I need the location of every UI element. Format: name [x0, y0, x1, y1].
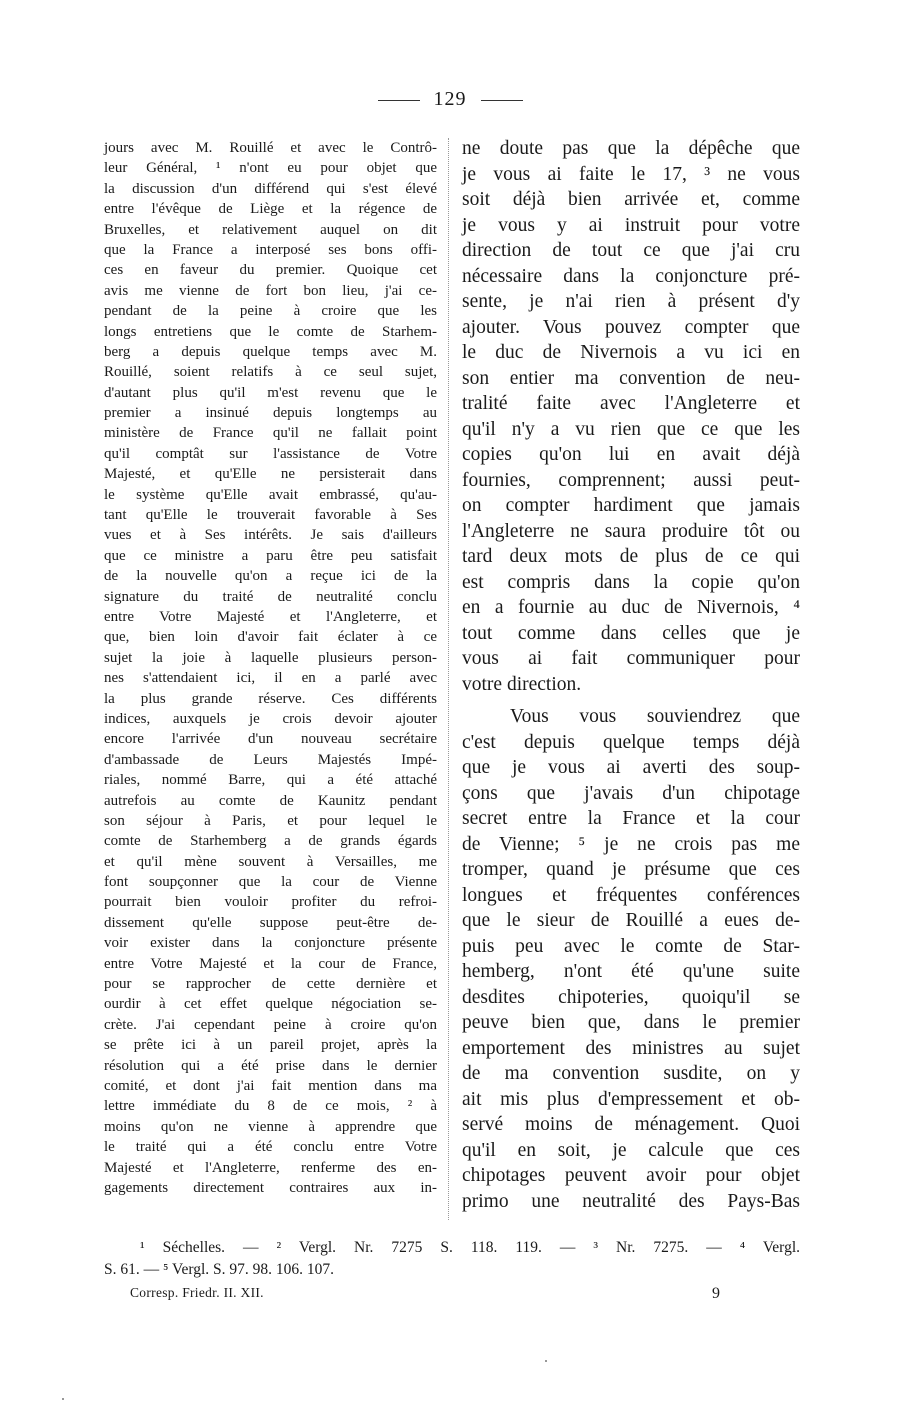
right-column: [462, 136, 800, 1214]
right-column-line: chipotages peuvent avoir pour objet: [462, 1165, 800, 1186]
left-column-line: encore l'arrivée d'un nouveau secrétaire: [104, 731, 437, 748]
right-column-line: qu'il en soit, je calcule que ces: [462, 1139, 800, 1161]
right-column-line: emportement des ministres au sujet: [462, 1037, 800, 1059]
left-column-line: pendant de la peine à croire que les: [104, 303, 437, 320]
left-column-line: indices, auxquels je crois devoir ajouter: [104, 710, 437, 727]
right-column-line: puis peu avec le comte de Star-: [462, 935, 800, 957]
right-column-line: on compter hardiment que jamais: [462, 495, 800, 516]
right-column-line: direction de tout ce que j'ai cru: [462, 240, 800, 261]
right-column-line: ajouter. Vous pouvez compter que: [462, 316, 800, 338]
left-column-line: leur Général, ¹ n'ont eu pour objet que: [104, 160, 437, 177]
right-column-line: je vous y ai instruit pour votre: [462, 214, 800, 236]
left-column-line: crète. J'ai cependant peine à croire qu'on: [104, 1016, 437, 1033]
right-column-line: peuve bien que, dans le premier: [462, 1012, 800, 1033]
right-column-line: votre direction.: [462, 673, 582, 695]
left-column-line: vues et à Ses intérêts. Je sais d'ailleurs: [104, 527, 437, 544]
right-column-line: soit déjà bien arrivée et, comme: [462, 189, 800, 210]
right-column-line: tromper, quand je présume que ces: [462, 859, 800, 880]
right-column-line: tard deux mots de plus de ce qui: [462, 546, 800, 567]
header-rule-right: [481, 100, 523, 101]
left-column-line: font soupçonner que la cour de Vienne: [104, 874, 437, 891]
left-column-line: ourdir à cet effet quelque négociation se-: [104, 996, 437, 1013]
left-column-line: comte de Starhemberg a de grands égards: [104, 833, 437, 850]
right-column-line: que je vous ai averti des soup-: [462, 757, 800, 778]
left-column-line: le système qu'Elle avait embrassé, qu'au-: [104, 486, 437, 503]
left-column-line: Rouillé, soient relatifs à ce seul sujet,: [104, 364, 437, 381]
right-column-line: secret entre la France et la cour: [462, 808, 800, 829]
right-column-line: copies qu'on lui en avait déjà: [462, 444, 800, 465]
left-column-line: sujet la joie à laquelle plusieurs person-: [104, 649, 437, 666]
right-column-line: qu'il n'y a vu rien que ce que les: [462, 418, 800, 440]
paper-speck: [62, 1398, 64, 1400]
column-divider: [448, 138, 449, 1220]
left-column-line: moins qu'on ne vienne à apprendre que: [104, 1118, 437, 1135]
left-column-line: Majesté, et qu'Elle ne persisterait dans: [104, 466, 437, 483]
footnote-line-1: ¹ Séchelles. — ² Vergl. Nr. 7275 S. 118. 119. — ³ Nr. 7275. — ⁴ Vergl.: [140, 1239, 800, 1256]
header-rule-left: [378, 100, 420, 101]
left-column-line: son séjour à Paris, et pour lequel le: [104, 812, 437, 829]
right-column-line: fournies, comprennent; aussi peut-: [462, 469, 800, 491]
left-column-line: autrefois au comte de Kaunitz pendant: [104, 792, 437, 809]
printer-signature: Corresp. Friedr. II. XII.: [130, 1285, 264, 1300]
left-column-line: Majesté et l'Angleterre, renferme des en-: [104, 1159, 437, 1176]
left-column-line: premier a insinué depuis longtemps au: [104, 405, 437, 422]
left-column: [104, 138, 437, 1198]
paper-speck: [545, 1360, 547, 1362]
left-column-line: que, bien loin d'avoir fait éclater à ce: [104, 629, 437, 646]
footnote-line-2: S. 61. — ⁵ Vergl. S. 97. 98. 106. 107.: [104, 1261, 335, 1278]
left-column-line: de la nouvelle qu'on a reçue ici de la: [104, 568, 437, 585]
sheet-number: 9: [712, 1285, 720, 1302]
left-column-line: d'autant plus qu'il m'est revenu que le: [104, 384, 437, 401]
left-column-line: résolution qui a été prise dans le dernier: [104, 1057, 437, 1074]
right-column-line: vous ai fait communiquer pour: [462, 648, 800, 669]
left-column-line: et qu'il mène souvent à Versailles, me: [104, 853, 437, 870]
left-column-line: gagements directement contraires aux in-: [104, 1179, 437, 1196]
page-header: [0, 88, 900, 111]
left-column-line: longs entretiens que le comte de Starhem-: [104, 323, 437, 340]
left-column-line: pour se rapprocher de cette dernière et: [104, 976, 437, 993]
right-column-line: tralité faite avec l'Angleterre et: [462, 393, 800, 414]
left-column-line: qu'il comptât sur l'assistance de Votre: [104, 445, 437, 462]
right-column-line: Vous vous souviendrez que: [510, 706, 800, 727]
left-column-line: dissement qu'elle suppose peut-être de-: [104, 914, 437, 931]
left-column-line: ministère de France qu'il ne fallait point: [104, 425, 437, 442]
right-column-line: ne doute pas que la dépêche que: [462, 138, 800, 159]
left-column-line: pourrait bien vouloir profiter du refroi-: [104, 894, 437, 911]
left-column-line: la discussion d'un différend qui s'est élevé: [104, 180, 437, 197]
left-column-line: tant qu'Elle le trouverait favorable à Ses: [104, 507, 437, 524]
left-column-line: avis me vienne de fort bon lieu, j'ai ce-: [104, 282, 437, 299]
left-column-line: ces en faveur du premier. Quoique cet: [104, 262, 437, 279]
right-column-line: de Vienne; ⁵ je ne crois pas me: [462, 833, 800, 855]
right-column-line: sente, je n'ai rien à présent d'y: [462, 291, 800, 312]
right-column-line: tout comme dans celles que je: [462, 622, 800, 644]
right-column-line: que le sieur de Rouillé a eues de-: [462, 910, 800, 931]
left-column-line: se prête ici à un pareil projet, après la: [104, 1037, 437, 1054]
left-column-line: nes s'attendaient ici, il en a parlé avec: [104, 670, 437, 687]
right-column-line: çons que j'avais d'un chipotage: [462, 782, 800, 804]
right-column-line: le duc de Nivernois a vu ici en: [462, 342, 800, 363]
left-column-line: entre Votre Majesté et l'Angleterre, et: [104, 608, 437, 625]
left-column-line: signature du traité de neutralité conclu: [104, 588, 437, 605]
left-column-line: le traité qui a été conclu entre Votre: [104, 1139, 437, 1156]
left-column-line: comité, et dont j'ai fait mention dans ma: [104, 1077, 437, 1094]
right-column-line: en a fournie au duc de Nivernois, ⁴: [462, 597, 800, 618]
right-column-line: l'Angleterre ne saura produire tôt ou: [462, 520, 800, 542]
right-column-line: je vous ai faite le 17, ³ ne vous: [462, 163, 800, 185]
left-column-line: lettre immédiate du 8 de ce mois, ² à: [104, 1098, 437, 1115]
right-column-line: nécessaire dans la conjoncture pré-: [462, 265, 800, 287]
left-column-line: que la France a interposé ses bons offi-: [104, 241, 437, 258]
right-column-line: hemberg, n'ont été qu'une suite: [462, 961, 800, 982]
right-column-line: primo une neutralité des Pays-Bas: [462, 1190, 800, 1212]
right-column-line: c'est depuis quelque temps déjà: [462, 731, 800, 753]
left-column-line: que ce ministre a paru être peu satisfait: [104, 547, 437, 564]
right-column-line: desdites chipoteries, quoiqu'il se: [462, 986, 800, 1008]
footnotes: [104, 1237, 800, 1281]
left-column-line: entre l'évêque de Liège et la régence de: [104, 201, 437, 218]
right-column-line: de ma convention susdite, on y: [462, 1063, 800, 1084]
right-column-line: son entier ma convention de neu-: [462, 367, 800, 389]
right-column-line: servé moins de ménagement. Quoi: [462, 1114, 800, 1135]
left-column-line: riales, nommé Barre, qui a été attaché: [104, 772, 437, 789]
right-column-line: longues et fréquentes conférences: [462, 884, 800, 906]
left-column-line: Bruxelles, et relativement auquel on dit: [104, 221, 437, 238]
right-column-line: est compris dans la copie qu'on: [462, 571, 800, 593]
right-column-line: ait mis plus d'empressement et ob-: [462, 1088, 800, 1110]
left-column-line: d'ambassade de Leurs Majestés Impé-: [104, 751, 437, 768]
left-column-line: la plus grande réserve. Ces différents: [104, 690, 437, 707]
left-column-line: voir exister dans la conjoncture présente: [104, 935, 437, 952]
page-number: 129: [433, 88, 467, 110]
left-column-line: berg a depuis quelque temps avec M.: [104, 343, 437, 360]
left-column-line: entre Votre Majesté et la cour de France,: [104, 955, 437, 972]
signature-row: [130, 1285, 720, 1301]
left-column-line: jours avec M. Rouillé et avec le Contrô-: [104, 140, 437, 156]
paragraph-gap: [462, 697, 800, 704]
